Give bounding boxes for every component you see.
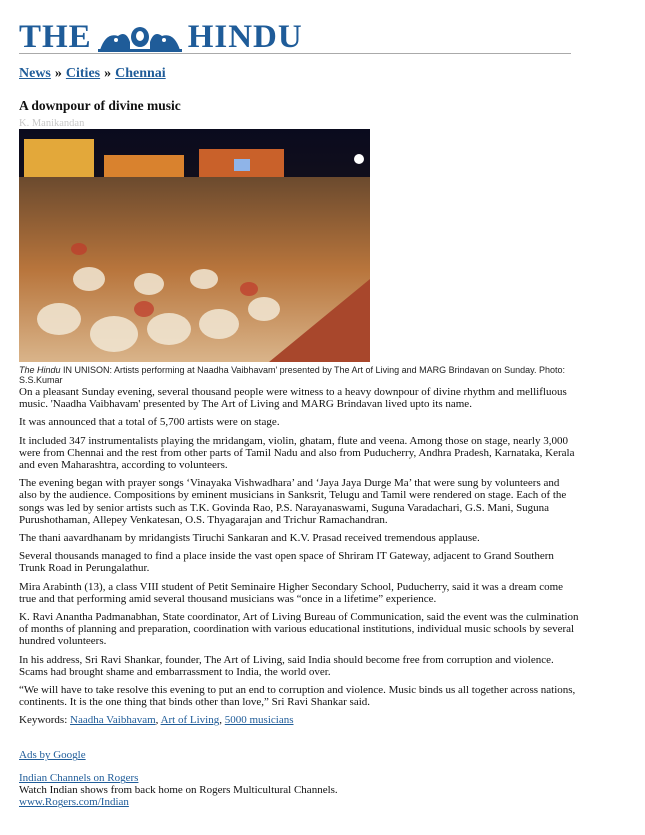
caption-source: The Hindu: [19, 365, 61, 375]
article-paragraph: K. Ravi Anantha Padmanabhan, State coordinator, Art of Living Bureau of Communication, said the event was the culmination of months of planning and preparation, coordination with various educational institutions, individual music schools by several hundred volunteers.: [19, 611, 579, 648]
article-paragraph: In his address, Sri Ravi Shankar, founder, The Art of Living, said India should become free from corruption and violence. Scams had brought shame and embarrassment to India, the world over.: [19, 653, 554, 678]
breadcrumb-separator: »: [54, 66, 62, 81]
article-byline: K. Manikandan: [19, 118, 85, 129]
ad-text: Watch Indian shows from back home on Rogers Multicultural Channels.: [19, 784, 338, 797]
article-body: [19, 386, 589, 708]
ad-url-link[interactable]: www.Rogers.com/Indian: [19, 796, 129, 809]
keyword-link[interactable]: Art of Living: [160, 714, 220, 727]
hindu-emblem-icon: [96, 24, 184, 52]
breadcrumb: [19, 66, 589, 82]
article-paragraph: Several thousands managed to find a place inside the vast open space of Shriram IT Gateway, adjacent to Grand Southern Trunk Road in Perungalathur.: [19, 550, 554, 575]
keywords: Keywords: Naadha Vaibhavam, Art of Living, 5000 musicians: [19, 714, 294, 727]
breadcrumb-separator: »: [104, 66, 112, 81]
breadcrumb-news[interactable]: News: [19, 66, 51, 81]
ads-section: [19, 749, 589, 808]
photo-caption: [19, 365, 579, 385]
article-paragraph: The evening began with prayer songs ‘Vinayaka Vishwadhara’ and ‘Jaya Jaya Durge Ma’ that were sung by volunteers and also by the audience. Compositions by eminent musicians in Sanksrit, Telugu and Tamil were rendered on stage. Each of the songs was led by senior artists such as T.K. Govinda Rao, P.S. Narayanaswami, Suguna Varadachari, G.S. Mani, Suguna Purushothaman, Allepey Venkatesan, O.S. Thyagarajan and Trichur Ramachandran.: [19, 477, 567, 526]
masthead: [19, 20, 571, 54]
article-paragraph: On a pleasant Sunday evening, several thousand people were witness to a heavy downpour of divine rhythm and mellifluous music. 'Naadha Vaibhavam' presented by The Art of Living and MARG Brindavan lived upto its name.: [19, 386, 567, 411]
keywords-label: Keywords:: [19, 714, 71, 727]
ads-by-google-link[interactable]: Ads by Google: [19, 749, 86, 762]
keyword-link[interactable]: Naadha Vaibhavam: [70, 714, 156, 727]
keyword-link[interactable]: 5000 musicians: [224, 714, 294, 727]
breadcrumb-chennai[interactable]: Chennai: [115, 66, 166, 81]
caption-text: IN UNISON: Artists performing at Naadha Vaibhavam' presented by The Art of Living and MARG Brindavan on Sunday. Photo: S.S.Kumar: [19, 365, 566, 385]
article-paragraph: It included 347 instrumentalists playing the mridangam, violin, ghatam, flute and veena. Among those on stage, nearly 3,000 were from Chennai and the rest from other parts of Tamil Nadu and also from Puducherry, Andhra Pradesh, Karnataka, Kerala and even Maharashtra, according to volunteers.: [19, 434, 575, 472]
masthead-word-right: HINDU: [187, 19, 303, 55]
ad-title-link[interactable]: Indian Channels on Rogers: [19, 772, 139, 785]
article-headline: A downpour of divine music: [19, 98, 181, 113]
article-paragraph: The thani aavardhanam by mridangists Tiruchi Sankaran and K.V. Prasad received tremendous applause.: [19, 532, 480, 545]
page: [19, 20, 589, 808]
article-paragraph: Mira Arabinth (13), a class VIII student of Petit Seminaire Higher Secondary School, Puducherry, said it was a dream come true and that performing amid several thousand musicians was “once in a lifetime” experience.: [19, 580, 564, 605]
article-paragraph: It was announced that a total of 5,700 artists were on stage.: [19, 416, 280, 429]
article-paragraph: “We will have to take resolve this evening to put an end to corruption and violence. Music binds us all together across nations, continents. It is the one thing that binds other than love,” Sri Ravi Shankar said.: [19, 684, 576, 709]
breadcrumb-cities[interactable]: Cities: [65, 66, 101, 81]
masthead-word-left: THE: [19, 19, 92, 55]
concert-crowd-photo-icon: [19, 129, 370, 362]
